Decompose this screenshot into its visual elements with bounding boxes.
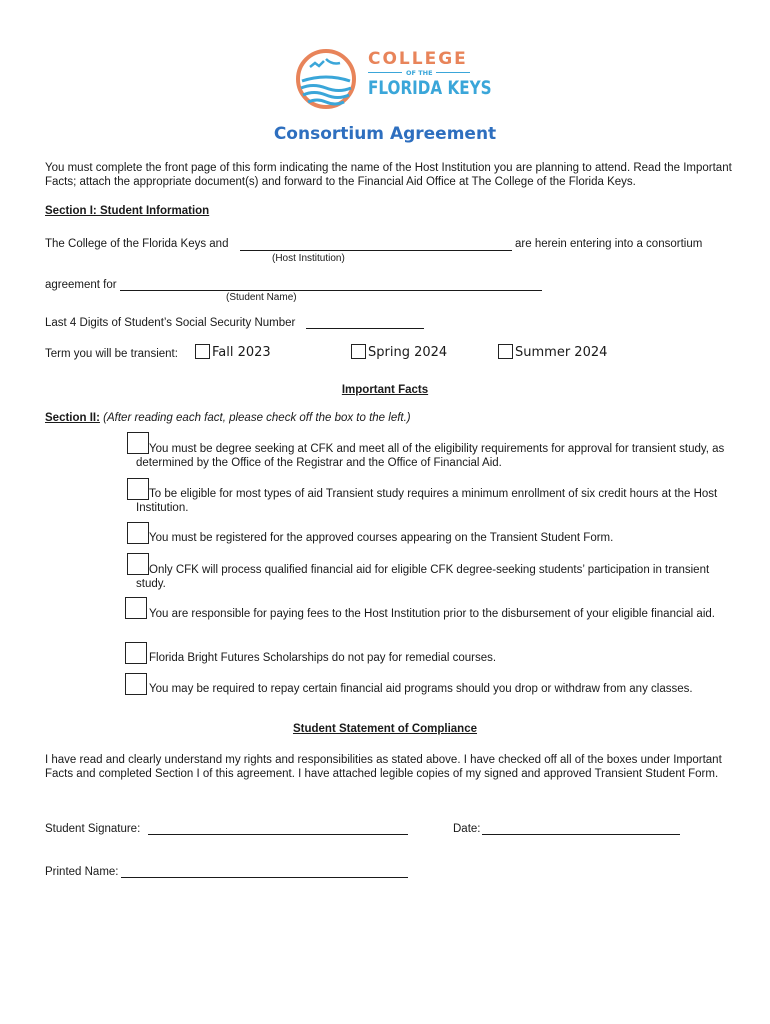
logo-text-florida-keys: FLORIDA KEYS [368,77,492,99]
page-title: Consortium Agreement [273,124,497,144]
section2-note: (After reading each fact, please check off the box to the left.) [103,412,411,424]
host-line-suffix: are herein entering into a consortium [515,238,703,250]
host-institution-caption: (Host Institution) [272,253,345,264]
term-checkbox-spring[interactable] [351,344,366,359]
signature-field[interactable] [148,834,408,835]
student-name-field-tail [510,290,542,291]
fact-text-7: You may be required to repay certain financial aid programs should you drop or withdraw from any classes. [149,683,693,695]
term-checkbox-summer[interactable] [498,344,513,359]
fact-text-4: Only CFK will process qualified financial aid for eligible CFK degree-seeking students’ participation in transient study. [136,564,710,590]
term-fall-label: Fall 2023 [212,345,271,360]
section2-label: Section II: [45,412,100,424]
signature-label: Student Signature: [45,823,141,835]
fact-text-3: You must be registered for the approved courses appearing on the Transient Student Form. [149,532,614,544]
ssn-field[interactable] [306,328,424,329]
term-label: Term you will be transient: [45,348,178,360]
student-name-field[interactable] [120,290,510,291]
section1-heading: Section I: Student Information [45,205,210,217]
date-field[interactable] [482,834,680,835]
fact-text-5: You are responsible for paying fees to the Host Institution prior to the disbursement of your eligible financial aid. [149,608,715,620]
host-institution-field[interactable] [240,250,512,251]
ssn-label: Last 4 Digits of Student’s Social Security Number [45,317,296,329]
college-logo [296,45,492,113]
important-facts-heading: Important Facts [341,384,429,396]
host-line-prefix: The College of the Florida Keys and [45,238,229,250]
logo-rule-left [368,72,402,73]
agreement-for-label: agreement for [45,279,117,291]
student-name-caption: (Student Name) [226,292,297,303]
section2-intro [45,412,411,424]
term-checkbox-fall[interactable] [195,344,210,359]
compliance-heading: Student Statement of Compliance [292,723,478,735]
term-spring-label: Spring 2024 [368,345,448,360]
printed-name-label: Printed Name: [45,866,119,878]
printed-name-field[interactable] [121,877,408,878]
logo-text-college: COLLEGE [368,49,468,69]
fact-text-1: You must be degree seeking at CFK and meet all of the eligibility requirements for approval for transient study, as determined by the Office of the Registrar and the Office of Financial Aid. [136,443,725,469]
term-summer-label: Summer 2024 [515,345,608,360]
fact-text-6: Florida Bright Futures Scholarships do not pay for remedial courses. [149,652,497,664]
logo-text-of-the: OF THE [406,69,433,77]
compliance-text: I have read and clearly understand my rights and responsibilities as stated above. I have checked off all of the boxes under Important Facts and completed Section I of this agreement. I have attached legible copies of my signed and approved Transient Student Form. [45,754,722,780]
date-label: Date: [453,823,481,835]
intro-paragraph: You must complete the front page of this form indicating the name of the Host Institution you are planning to attend. Read the Important Facts; attach the appropriate document(s) and forward to the Financial Aid Office at The College of the Florida Keys. [45,162,732,188]
logo-rule-right [436,72,470,73]
fact-text-2: To be eligible for most types of aid Transient study requires a minimum enrollment of six credit hours at the Host Institution. [136,488,718,514]
